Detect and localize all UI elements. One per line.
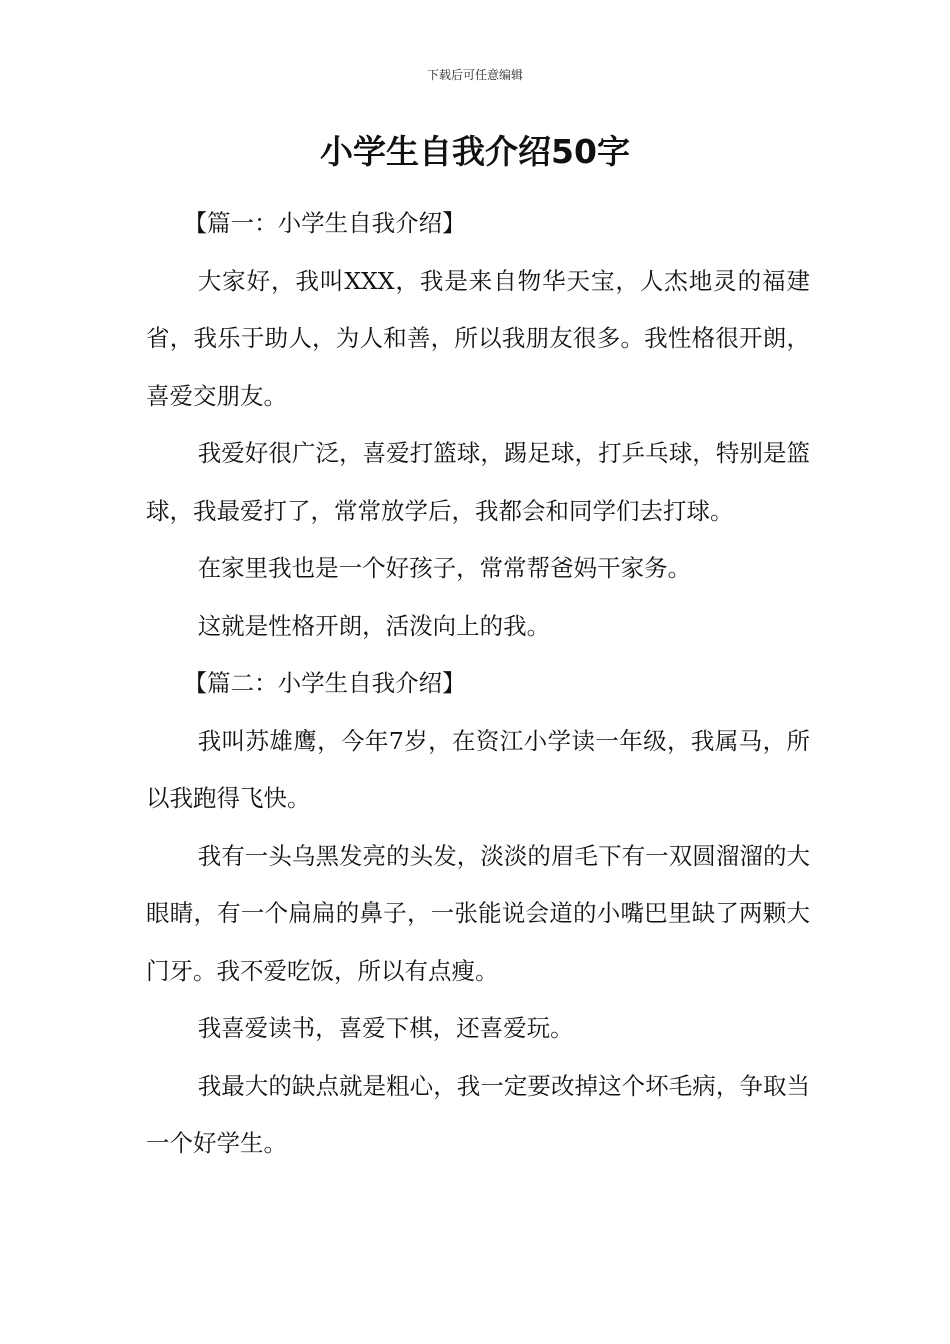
paragraph: 大家好，我叫XXX，我是来自物华天宝，人杰地灵的福建省，我乐于助人，为人和善，所以我朋友很多。我性格很开朗，喜爱交朋友。 — [146, 266, 810, 410]
paragraph: 我爱好很广泛，喜爱打篮球，踢足球，打乒乓球，特别是篮球，我最爱打了，常常放学后，我都会和同学们去打球。 — [146, 439, 810, 525]
document-title: 小学生自我介绍50字 — [320, 132, 630, 171]
document-body — [146, 195, 810, 1173]
paragraph: 我叫苏雄鹰，今年7岁，在资江小学读一年级，我属马，所以我跑得飞快。 — [146, 726, 810, 812]
paragraph: 我喜爱读书，喜爱下棋，还喜爱玩。 — [197, 1014, 574, 1042]
paragraph: 我有一头乌黑发亮的头发，淡淡的眉毛下有一双圆溜溜的大眼睛，有一个扁扁的鼻子，一张能说会道的小嘴巴里缺了两颗大门牙。我不爱吃饭，所以有点瘦。 — [146, 841, 810, 985]
section-heading-2: 【篇二：小学生自我介绍】 — [183, 669, 466, 697]
paragraph: 在家里我也是一个好孩子，常常帮爸妈干家务。 — [197, 554, 692, 582]
section-heading-1: 【篇一：小学生自我介绍】 — [183, 209, 466, 237]
paragraph: 这就是性格开朗，活泼向上的我。 — [197, 611, 551, 640]
paragraph: 我最大的缺点就是粗心，我一定要改掉这个坏毛病，争取当一个好学生。 — [146, 1071, 810, 1157]
header-note: 下载后可任意编辑 — [426, 68, 523, 82]
